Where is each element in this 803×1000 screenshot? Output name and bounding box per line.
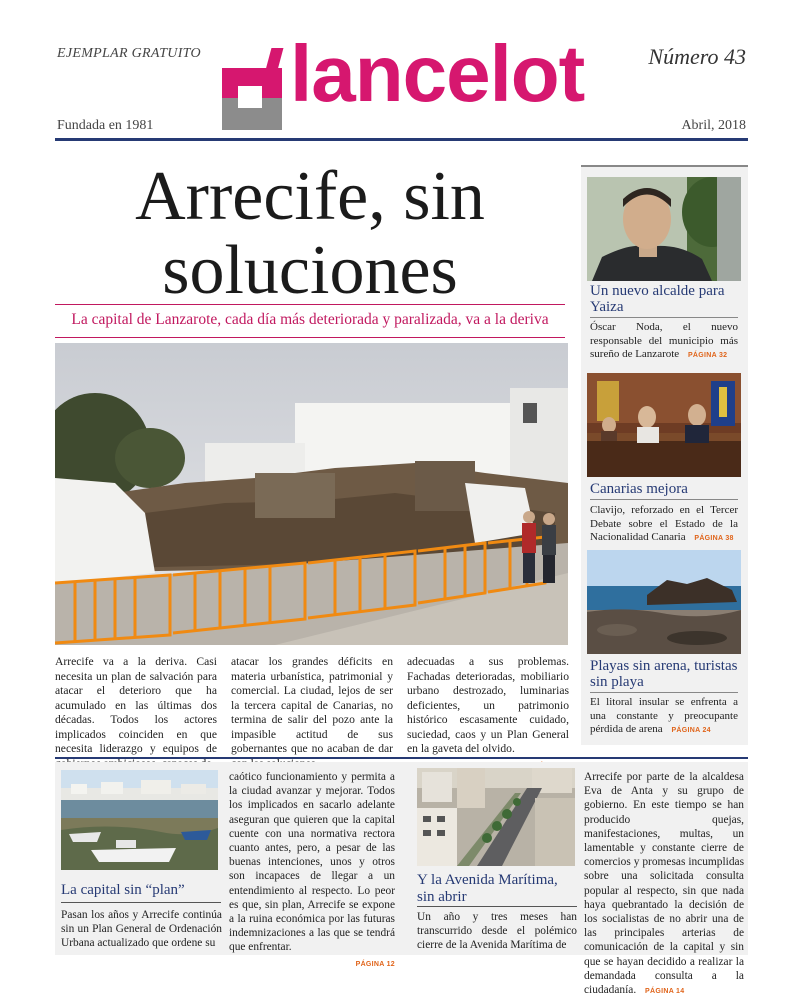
story-photo-harbor[interactable] <box>61 770 218 870</box>
lead-body-column-2: atacar los grandes déficits en materia urbanística, patrimonial y comercial. La ciudad, lejos de ser la tercera capital de Canarias, no termina de salir del pozo ante la impasible actitud de sus gobernantes que no acaban de dar <box>231 655 393 755</box>
story-divider <box>417 906 577 907</box>
story-page-ref-avenida[interactable]: PÁGINA 14 <box>645 988 685 996</box>
sidebar-text-yaiza <box>590 321 738 363</box>
lancelot-logo[interactable] <box>220 29 590 134</box>
sidebar-text-canarias <box>590 504 738 546</box>
sidebar-divider <box>590 692 738 693</box>
logo-wordmark: lancelot <box>290 29 585 118</box>
bottom-section <box>55 762 748 997</box>
story-text-avenida-b-body: Arrecife por parte de la alcaldesa Eva de Anta y su grupo de gobierno. En este tiempo se han producido quejas, manifestaciones, multas, un lamentable y constante cierre de comercios y promesas incumplidas sobre una solicitada consulta popular al respecto, sin que nada haya quebrantado la decisión de los socialistas de no abrir una de las principales arterias de comunicación de la capital y sin que se hayan decidido a realizar la demandada consulta a la ciudadanía. <box>584 771 744 997</box>
lead-subhead: La capital de Lanzarote, cada día más deteriorada y paralizada, va a la deriva <box>55 304 565 338</box>
story-text-plan-b <box>229 770 395 972</box>
story-title-plan[interactable]: La capital sin “plan” <box>61 882 185 898</box>
founded-label: Fundada en 1981 <box>57 118 154 133</box>
sidebar-page-ref-canarias[interactable]: PÁGINA 38 <box>694 535 734 542</box>
issue-date: Abril, 2018 <box>681 118 746 133</box>
sidebar-divider <box>590 499 738 500</box>
sidebar-text-yaiza-body: Óscar Noda, el nuevo responsable del municipio más sureño de Lanzarote <box>590 321 738 360</box>
story-text-avenida-a: Un año y tres meses han transcurrido desde el polémico cierre de la Avenida Marítima de <box>417 911 577 952</box>
free-copy-label: EJEMPLAR GRATUITO <box>57 46 201 61</box>
sidebar-page-ref-playas[interactable]: PÁGINA 24 <box>671 727 711 734</box>
sidebar-text-canarias-body: Clavijo, reforzado en el Tercer Debate sobre el Estado de la Nacionalidad Canaria <box>590 504 738 543</box>
sidebar <box>581 165 748 745</box>
story-text-avenida-b <box>584 770 744 999</box>
sidebar-photo-playas[interactable] <box>587 550 741 654</box>
sidebar-title-canarias[interactable]: Canarias mejora <box>590 481 688 497</box>
story-photo-avenue[interactable] <box>417 768 575 866</box>
sidebar-page-ref-yaiza[interactable]: PÁGINA 32 <box>687 352 728 359</box>
sidebar-title-yaiza[interactable]: Un nuevo alcalde para Yaiza <box>590 283 725 315</box>
sidebar-text-playas <box>590 696 738 738</box>
story-text-plan-a: Pasan los años y Arrecife continúa sin un Plan General de Ordenación Urbana actualizado que ordene su <box>61 909 222 950</box>
story-divider <box>61 902 221 903</box>
sidebar-photo-yaiza[interactable] <box>587 177 741 281</box>
sidebar-photo-canarias[interactable] <box>587 373 741 477</box>
sidebar-text-playas-body: El litoral insular se enfrenta a una constante y preocupante pérdida de arena <box>590 696 738 735</box>
story-page-ref-plan[interactable]: PÁGINA 12 <box>355 960 395 968</box>
bottom-section-rule <box>55 757 748 759</box>
lead-body-column-1: Arrecife va a la deriva. Casi necesita un plan de salvación para atacar el deterioro que ha acumulado en las últimas dos décadas. Todos los actores implicados coinciden en que necesita liderazgo y equipos de <box>55 655 217 755</box>
sidebar-title-playas[interactable]: Playas sin arena, turistas sin playa <box>590 658 738 690</box>
sidebar-divider <box>590 317 738 318</box>
lead-body-column-3-text: adecuadas a sus problemas. Fachadas deterioradas, mobiliario urbano destrozado, luminarias deficientes, un patrimonio histórico escasamente cuidado, suciedad, caos y un Plan General en la gaveta del olvido. <box>407 655 569 755</box>
story-text-plan-b-body: caótico funcionamiento y permita a la ciudad avanzar y mejorar. Todos los implicados en sacarlo adelante aseguran que quieren que la capital cuente con una normativa rectora cuanto antes, pero, a pesar de las buenas intenciones, unos y otros son incapaces de llegar a un entendimiento al respecto. Lo peor es que, sin plan, Arrecife se expone a la ruina económica por las futuras indemnizaciones a las que se tendrá que enfrentar. <box>229 771 395 954</box>
lead-headline[interactable]: Arrecife, sin soluciones <box>135 158 485 309</box>
logo-mark-icon <box>220 46 300 134</box>
issue-number: Número 43 <box>648 44 746 69</box>
masthead-rule <box>55 138 748 141</box>
story-title-avenida[interactable]: Y la Avenida Marítima, sin abrir <box>417 872 558 905</box>
lead-photo[interactable] <box>55 343 568 645</box>
